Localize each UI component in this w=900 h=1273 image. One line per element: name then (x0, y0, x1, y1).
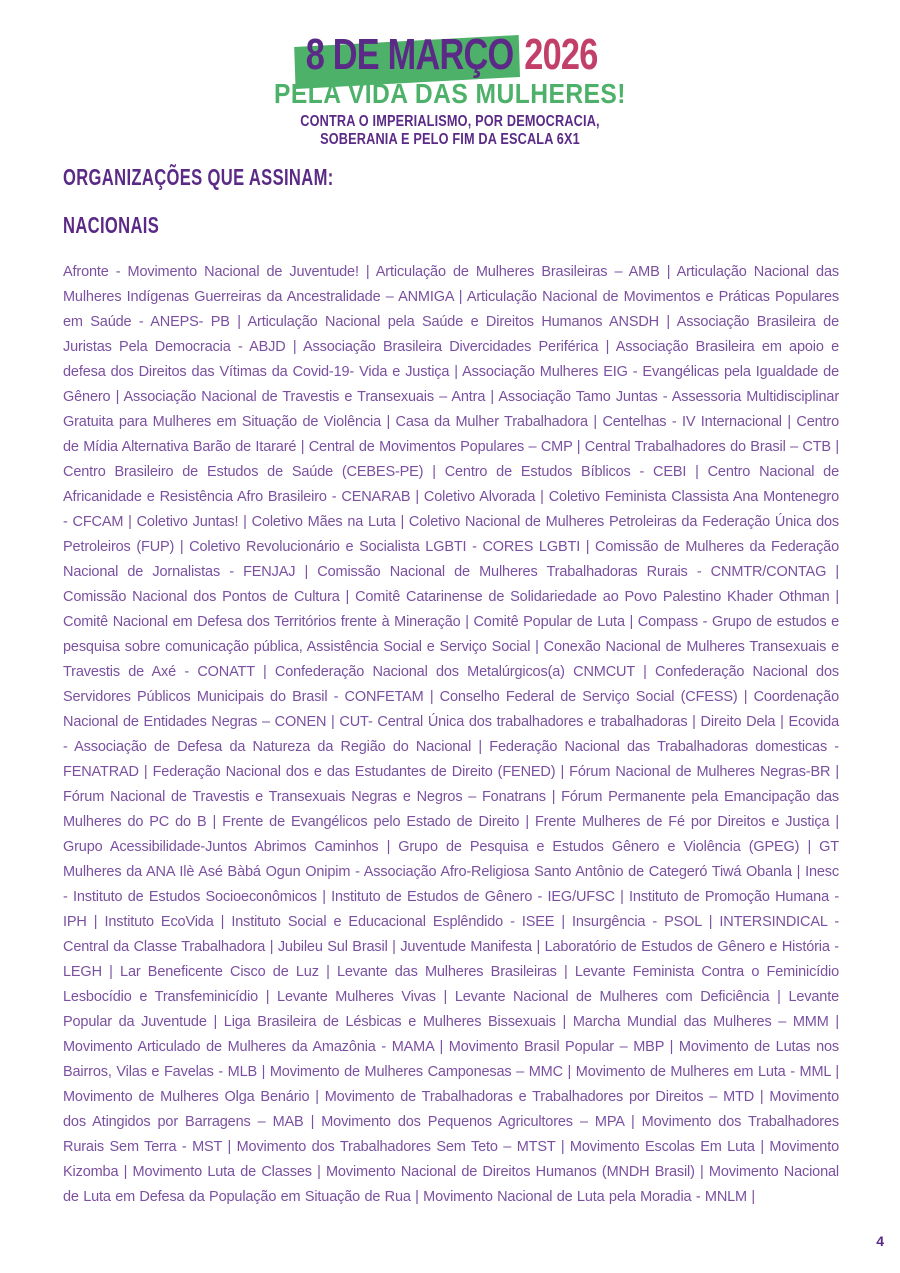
logo-subtitle-line2: SOBERANIA E PELO FIM DA ESCALA 6X1 (320, 130, 580, 148)
logo-slogan-text: PELA VIDA DAS MULHERES! (274, 78, 626, 110)
page-number: 4 (876, 1233, 884, 1249)
logo-date-highlighted-text: 8 DE MARÇO (303, 30, 517, 79)
signers-heading: ORGANIZAÇÕES QUE ASSINAM: (63, 164, 334, 190)
logo-date-line (303, 32, 598, 78)
logo-year-text: 2026 (524, 30, 598, 79)
campaign-logo (0, 32, 900, 149)
organizations-paragraph: Afronte - Movimento Nacional de Juventude! | Articulação de Mulheres Brasileiras – AMB | Articulação Nacional das Mulheres Indígenas Guerreiras da Ancestralidade – ANMIGA | Articulação Nacional de Movimentos e Práticas Populares em Saúde - ANEPS- PB | Articulação Nacional pela Saúde e Direitos Humanos ANSDH | Associação Brasileira de Juristas Pela Democracia - ABJD | Associação Brasileira Divercidades Periférica | Associação Brasileira em apoio e defesa dos Direitos das Vítimas da Covid-19- Vida e Justiça | Associação Mulheres EIG - Evangélicas pela Igualdade de Gênero | Associação Nacional de Travestis e Transexuais – Antra | Associação Tamo Juntas - Assessoria Multidisciplinar Gratuita para Mulheres em Situação de Violência | Casa da Mulher Trabalhadora | Centelhas - IV Internacional | Centro de Mídia Alternativa Barão de Itararé | Central de Movimentos Populares – CMP | Central Trabalhadores do Brasil – CTB | Centro Brasileiro de Estudos de Saúde (CEBES-PE) | Centro de Estudos Bíblicos - CEBI | Centro Nacional de Africanidade e Resistência Afro Brasileiro - CENARAB | Coletivo Alvorada | Coletivo Feminista Classista Ana Montenegro - CFCAM | Coletivo Juntas! | Coletivo Mães na Luta | Coletivo Nacional de Mulheres Petroleiras da Federação Única dos Petroleiros (FUP) | Coletivo Revolucionário e Socialista LGBTI - CORES LGBTI | Comissão de Mulheres da Federação Nacional de Jornalistas - FENJAJ | Comissão Nacional de Mulheres Trabalhadoras Rurais - CNMTR/CONTAG | Comissão Nacional dos Pontos de Cultura | Comitê Catarinense de Solidariedade ao Povo Palestino Khader Othman | Comitê Nacional em Defesa dos Territórios frente à Mineração | Comitê Popular de Luta | Compass - Grupo de estudos e pesquisa sobre comunicação pública, Assistência Social e Serviço Social | Conexão Nacional de Mulheres Transexuais e Travestis de Axé - CONATT | Confederação Nacional dos Metalúrgicos(a) CNMCUT | Confederação Nacional dos Servidores Públicos Municipais do Brasil - CONFETAM | Conselho Federal de Serviço Social (CFESS) | Coordenação Nacional de Entidades Negras – CONEN | CUT- Central Única dos trabalhadores e trabalhadoras | Direito Dela | Ecovida - Associação de Defesa da Natureza da Região do Nacional | Federação Nacional das Trabalhadoras domesticas - FENATRAD | Federação Nacional dos e das Estudantes de Direito (FENED) | Fórum Nacional de Mulheres Negras-BR | Fórum Nacional de Travestis e Transexuais Negras e Negros – Fonatrans | Fórum Permanente pela Emancipação das Mulheres do PC do B | Frente de Evangélicos pelo Estado de Direito | Frente Mulheres de Fé por Direitos e Justiça | Grupo Acessibilidade-Juntos Abrimos Caminhos | Grupo de Pesquisa e Estudos Gênero e Violência (GPEG) | GT Mulheres da ANA Ilè Asé Bàbá Ogun Onipim - Associação Afro-Religiosa Santo Antônio de Categeró Tiwá Obanla | Inesc - Instituto de Estudos Socioeconômicos | Instituto de Estudos de Gênero - IEG/UFSC | Instituto de Promoção Humana - IPH | Instituto EcoVida | Instituto Social e Educacional Esplêndido - ISEE | Insurgência - PSOL | INTERSINDICAL - Central da Classe Trabalhadora | Jubileu Sul Brasil | Juventude Manifesta | Laboratório de Estudos de Gênero e História - LEGH | Lar Beneficente Cisco de Luz | Levante das Mulheres Brasileiras | Levante Feminista Contra o Feminicídio Lesbocídio e Transfeminicídio | Levante Mulheres Vivas | Levante Nacional de Mulheres com Deficiência | Levante Popular da Juventude | Liga Brasileira de Lésbicas e Mulheres Bissexuais | Marcha Mundial das Mulheres – MMM | Movimento Articulado de Mulheres da Amazônia - MAMA | Movimento Brasil Popular – MBP | Movimento de Lutas nos Bairros, Vilas e Favelas - MLB | Movimento de Mulheres Camponesas – MMC | Movimento de Mulheres em Luta - MML | Movimento de Mulheres Olga Benário | Movimento de Trabalhadoras e Trabalhadores por Direitos – MTD | Movimento dos Atingidos por Barragens – MAB | Movimento dos Pequenos Agricultores – MPA | Movimento dos Trabalhadores Rurais Sem Terra - MST | Movimento dos Trabalhadores Sem Teto – MTST | Movimento Escolas Em Luta | Movimento Kizomba | Movimento Luta de Classes | Movimento Nacional de Direitos Humanos (MNDH Brasil) | Movimento Nacional de Luta em Defesa da População em Situação de Rua | Movimento Nacional de Luta pela Moradia - MNLM | (63, 264, 839, 1205)
logo-subtitle-line1: CONTRA O IMPERIALISMO, POR DEMOCRACIA, (300, 112, 600, 130)
section-heading-nacionais: NACIONAIS (63, 212, 160, 238)
